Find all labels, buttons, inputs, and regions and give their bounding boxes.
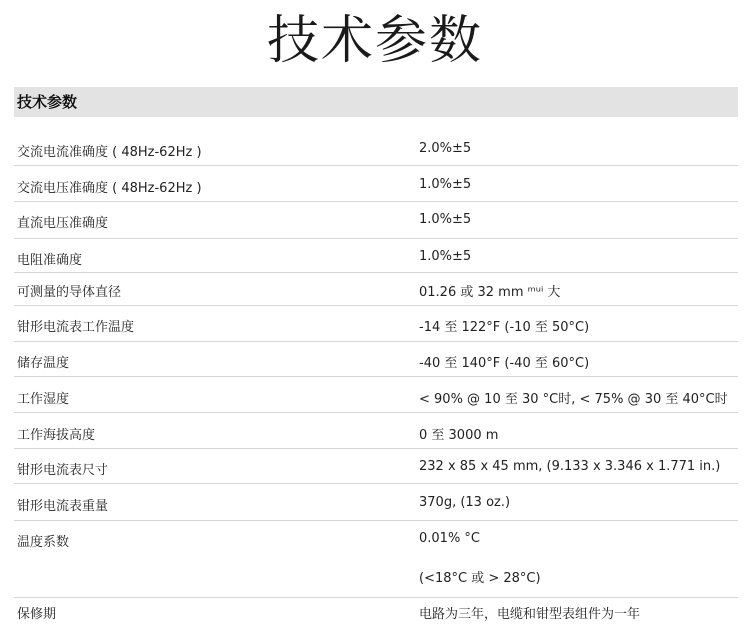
spec-value: 1.0%±5 <box>419 249 472 264</box>
row-divider <box>14 376 738 377</box>
row-divider <box>14 305 738 306</box>
spec-value: 1.0%±5 <box>419 212 472 227</box>
spec-label: 直流电压准确度 <box>17 216 109 231</box>
row-divider <box>14 448 738 449</box>
spec-value: 0.01% °C <box>419 531 481 546</box>
row-divider <box>14 272 738 273</box>
spec-label: 储存温度 <box>17 356 70 371</box>
spec-value: (<18°C 或 > 28°C) <box>419 571 541 586</box>
spec-label: 交流电压准确度 ( 48Hz-62Hz ) <box>17 181 202 196</box>
spec-label: 钳形电流表尺寸 <box>17 463 109 478</box>
spec-label: 保修期 <box>17 607 57 622</box>
spec-value: -40 至 140°F (-40 至 60°C) <box>419 356 590 371</box>
row-divider <box>14 165 738 166</box>
spec-label: 工作湿度 <box>17 392 70 407</box>
spec-value: 0 至 3000 m <box>419 428 499 443</box>
row-divider <box>14 483 738 484</box>
spec-label: 钳形电流表重量 <box>17 499 109 514</box>
row-divider <box>14 201 738 202</box>
row-divider <box>14 597 738 598</box>
spec-label: 工作海拔高度 <box>17 428 96 443</box>
row-divider <box>14 412 738 413</box>
spec-value: 电路为三年，电缆和钳型表组件为一年 <box>419 607 641 622</box>
spec-value: 232 x 85 x 45 mm, (9.133 x 3.346 x 1.771 in.) <box>419 459 721 474</box>
row-divider <box>14 520 738 521</box>
spec-label: 可测量的导体直径 <box>17 285 122 300</box>
spec-value: -14 至 122°F (-10 至 50°C) <box>419 320 590 335</box>
row-divider <box>14 238 738 239</box>
section-header <box>14 87 738 117</box>
spec-value: < 90% @ 10 至 30 °C时, < 75% @ 30 至 40°C时 <box>419 392 728 407</box>
spec-label: 电阻准确度 <box>17 253 83 268</box>
row-divider <box>14 341 738 342</box>
page-title: 技术参数 <box>266 11 483 71</box>
spec-value: 2.0%±5 <box>419 141 472 156</box>
spec-label: 温度系数 <box>17 535 70 550</box>
spec-value: 370g, (13 oz.) <box>419 495 511 510</box>
spec-value: 01.26 或 32 mm ᵐᵘⁱ 大 <box>419 285 561 300</box>
section-title: 技术参数 <box>17 93 78 111</box>
spec-label: 钳形电流表工作温度 <box>17 320 135 335</box>
spec-value: 1.0%±5 <box>419 177 472 192</box>
spec-label: 交流电流准确度 ( 48Hz-62Hz ) <box>17 145 202 160</box>
